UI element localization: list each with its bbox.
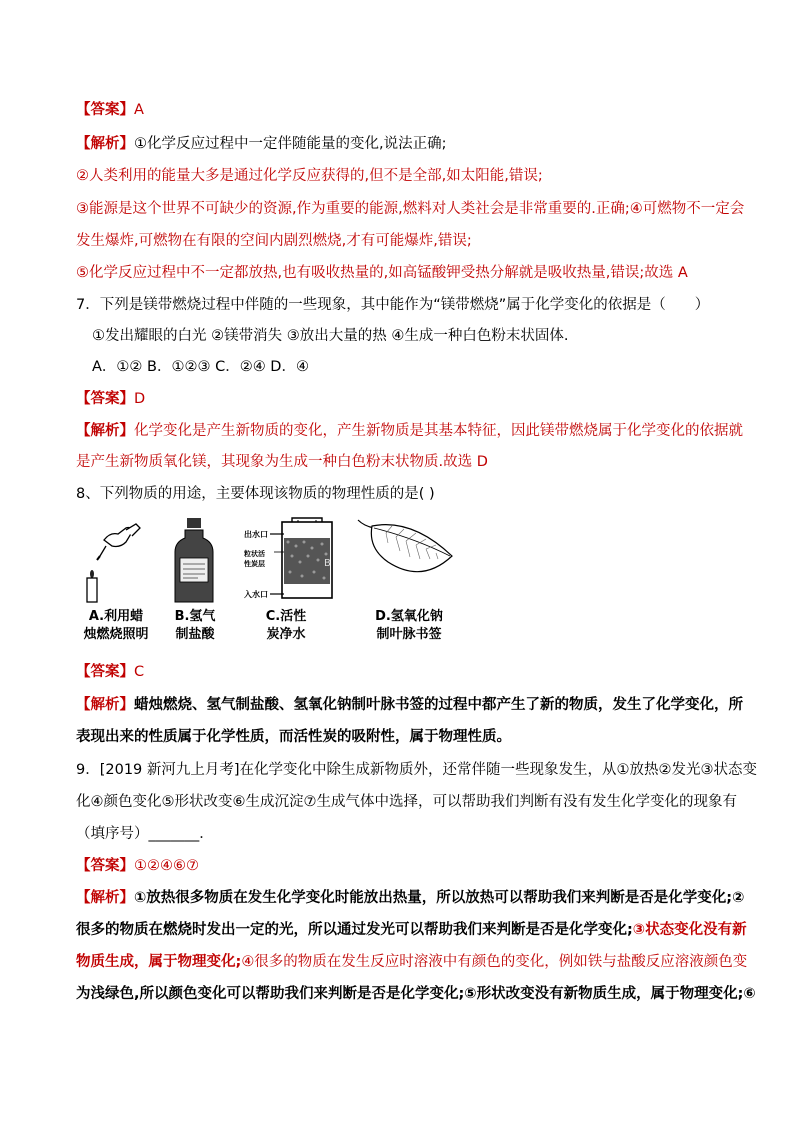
analysis-text-red: ③状态变化没有新	[632, 922, 747, 938]
question-7-items: ①发出耀眼的白光 ②镁带消失 ③放出大量的热 ④生成一种白色粉末状固体.	[92, 328, 569, 344]
analysis-line-q8-1	[76, 695, 743, 715]
figure-d-leaf	[356, 516, 476, 646]
figure-b-caption: B.氢气 制盐酸	[174, 609, 216, 642]
question-9-3: （填序号）_______．	[76, 826, 214, 842]
svg-text:B: B	[324, 558, 331, 569]
analysis-line-q7-1	[76, 421, 743, 441]
filter-layer-label-2: 性炭层	[244, 560, 265, 568]
question-7: 7．下列是镁带燃烧过程中伴随的一些现象，其中能作为“镁带燃烧”属于化学变化的依据是（ ）	[76, 297, 710, 313]
answer-tag: 【答案】	[76, 664, 134, 680]
figure-d-caption: D.氢氧化钠 制叶脉书签	[375, 609, 443, 642]
answer-line-q6	[76, 100, 144, 120]
answer-line-q7	[76, 389, 145, 409]
analysis-line-q8-2: 表现出来的性质属于化学性质，而活性炭的吸附性，属于物理性质。	[76, 729, 511, 745]
answer-value: C	[134, 664, 145, 680]
carbon-filter-illustration	[242, 516, 352, 606]
figure-a-candle	[76, 516, 176, 646]
question-8: 8、下列物质的用途，主要体现该物质的物理性质的是( )	[76, 486, 435, 502]
analysis-tag: 【解析】	[76, 697, 134, 713]
analysis-line-q9-4: 为浅绿色,所以颜色变化可以帮助我们来判断是否是化学变化;⑤形状改变没有新物质生成，属于物理变化;⑥	[76, 986, 756, 1002]
answer-value: D	[134, 391, 146, 407]
question-9-1: 9．[2019 新河九上月考]在化学变化中除生成新物质外，还常伴随一些现象发生，从①放热②发光③状态变	[76, 762, 758, 778]
analysis-line-q9-3	[76, 952, 747, 972]
candle-illustration	[76, 516, 176, 606]
answer-tag: 【答案】	[76, 102, 134, 118]
analysis-tag: 【解析】	[76, 890, 134, 906]
analysis-text-red-normal: ④很多的物质在发生反应时溶液中有颜色的变化，例如铁与盐酸反应溶液颜色变	[241, 954, 748, 970]
answer-line-q8	[76, 662, 144, 682]
analysis-line-q9-1	[76, 888, 744, 908]
analysis-line-q6-2: ②人类利用的能量大多是通过化学反应获得的,但不是全部,如太阳能,错误;	[76, 168, 543, 184]
figure-c-carbon-filter	[242, 516, 352, 646]
analysis-tag: 【解析】	[76, 136, 134, 152]
question-9-2: 化④颜色变化⑤形状改变⑥生成沉淀⑦生成气体中选择，可以帮助我们判断有没有发生化学变化的现象有	[76, 794, 737, 810]
answer-line-q9	[76, 856, 199, 876]
analysis-text: 很多的物质在燃烧时发出一定的光，所以通过发光可以帮助我们来判断是否是化学变化;	[76, 922, 633, 938]
leaf-illustration	[356, 516, 476, 606]
analysis-line-q6-3: ③能源是这个世界不可缺少的资源,作为重要的能源,燃料对人类社会是非常重要的.正确;④可燃物不一定会	[76, 201, 745, 217]
analysis-tag: 【解析】	[76, 423, 134, 439]
filter-outlet-label: 出水口	[244, 530, 268, 539]
analysis-line-q9-2	[76, 920, 747, 940]
figure-c-caption: C.活性 炭净水	[265, 609, 307, 642]
answer-value: ①②④⑥⑦	[134, 858, 199, 874]
answer-tag: 【答案】	[76, 858, 134, 874]
analysis-line-q6-5: ⑤化学反应过程中不一定都放热,也有吸收热量的,如高锰酸钾受热分解就是吸收热量,错误;故选 A	[76, 265, 688, 281]
filter-layer-label-1: 粒状活	[244, 550, 265, 558]
answer-tag: 【答案】	[76, 391, 134, 407]
question-7-options: A．①② B．①②③ C．②④ D．④	[92, 359, 309, 375]
filter-inlet-label: 入水口	[244, 590, 268, 599]
analysis-line-q7-2: 是产生新物质氧化镁，其现象为生成一种白色粉末状物质.故选 D	[76, 454, 488, 470]
analysis-line-q6-4: 发生爆炸,可燃物在有限的空间内剧烈燃烧,才有可能爆炸,错误;	[76, 233, 472, 249]
analysis-line-q6-1	[76, 134, 447, 154]
analysis-text-red: 物质生成，属于物理变化;	[76, 954, 242, 970]
analysis-text: ①化学反应过程中一定伴随能量的变化,说法正确;	[134, 136, 447, 152]
analysis-text: ①放热很多物质在发生化学变化时能放出热量，所以放热可以帮助我们来判断是否是化学变化;②	[134, 890, 745, 906]
figure-a-caption: A.利用蜡 烛燃烧照明	[83, 609, 149, 642]
answer-value: A	[134, 102, 144, 118]
question-8-figure	[76, 516, 496, 646]
analysis-text: 蜡烛燃烧、氢气制盐酸、氢氧化钠制叶脉书签的过程中都产生了新的物质，发生了化学变化，所	[134, 697, 743, 713]
analysis-text: 化学变化是产生新物质的变化，产生新物质是其基本特征，因此镁带燃烧属于化学变化的依据就	[134, 423, 743, 439]
